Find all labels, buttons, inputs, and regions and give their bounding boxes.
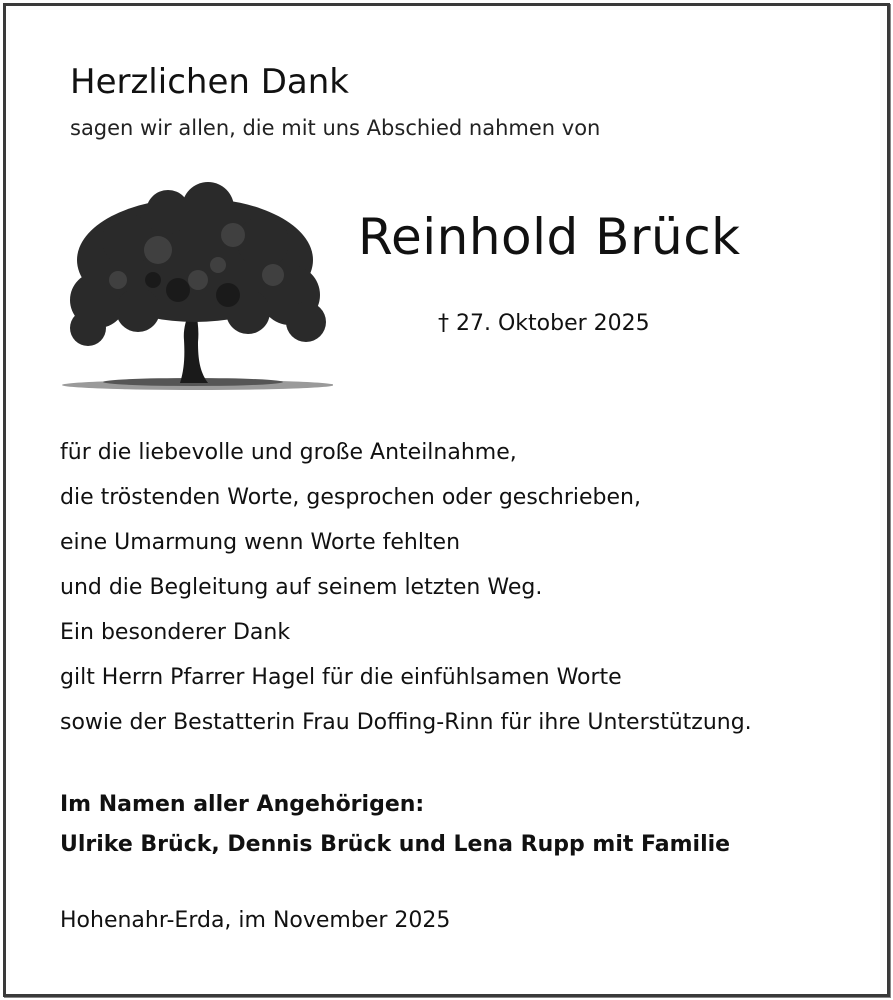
thanks-text bbox=[60, 434, 752, 749]
thanks-line: sowie der Bestatterin Frau Doffing-Rinn für ihre Unterstützung. bbox=[60, 710, 752, 735]
place-date: Hohenahr-Erda, im November 2025 bbox=[60, 908, 451, 933]
thanks-line: für die liebevolle und große Anteilnahme, bbox=[60, 440, 517, 465]
deceased-name: Reinhold Brück bbox=[358, 208, 741, 266]
thanks-line: und die Begleitung auf seinem letzten Weg. bbox=[60, 575, 543, 600]
signature-intro: Im Namen aller Angehörigen: bbox=[60, 792, 425, 817]
thanks-line: Ein besonderer Dank bbox=[60, 620, 291, 645]
thanks-line: die tröstenden Worte, gesprochen oder geschrieben, bbox=[60, 485, 641, 510]
thanks-line: gilt Herrn Pfarrer Hagel für die einfühlsamen Worte bbox=[60, 665, 622, 690]
signature-names: Ulrike Brück, Dennis Brück und Lena Rupp mit Familie bbox=[60, 832, 731, 857]
death-date: † 27. Oktober 2025 bbox=[438, 311, 650, 336]
intro-text: sagen wir allen, die mit uns Abschied nahmen von bbox=[70, 116, 601, 140]
tree-icon bbox=[58, 180, 333, 395]
thanks-line: eine Umarmung wenn Worte fehlten bbox=[60, 530, 461, 555]
heading: Herzlichen Dank bbox=[70, 62, 349, 102]
